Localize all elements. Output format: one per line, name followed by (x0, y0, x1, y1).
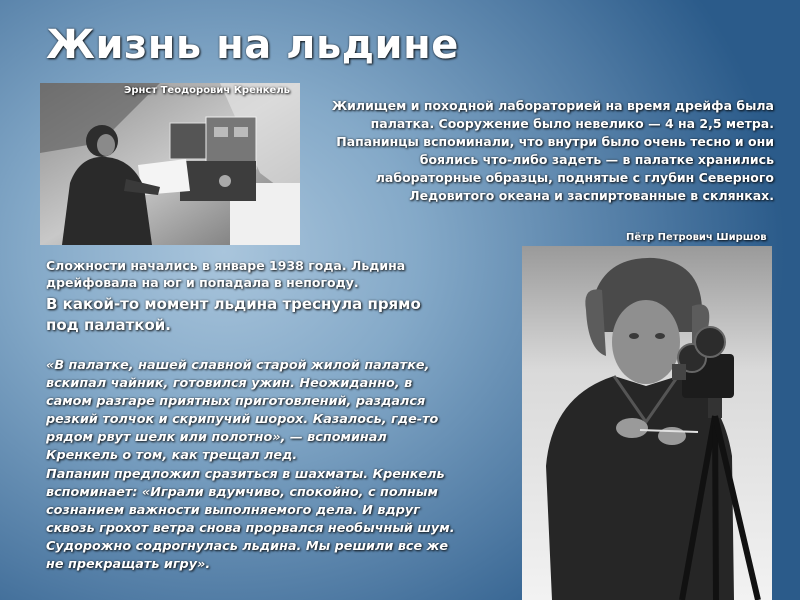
quote-line: вскипал чайник, готовился ужин. Неожиданно, в (46, 376, 413, 392)
quote-line: Судорожно содрогнулась льдина. Мы решили все же (46, 538, 449, 554)
text-line: Ледовитого океана и заспиртованные в склянках. (409, 188, 774, 203)
quote-line: вспоминает: «Играли вдумчиво, спокойно, с полным (46, 484, 438, 500)
difficulties-paragraph (46, 257, 446, 291)
krenkel-photo (40, 83, 300, 245)
text-line: Сложности начались в январе 1938 года. Льдина (46, 258, 406, 273)
slide-title: Жизнь на льдине (46, 22, 459, 68)
quote-line: сквозь грохот ветра снова прорвался необычный шум. (46, 520, 455, 536)
quote-line: резкий толчок и скрипучий шорох. Казалось, где-то (46, 412, 439, 428)
quote-line: самом разгаре приятных приготовлений, раздался (46, 394, 426, 410)
text-line: под палаткой. (46, 316, 171, 334)
quote-line: не прекращать игру». (46, 557, 211, 573)
tent-paragraph (310, 97, 774, 205)
quote-line: сознанием важности выполняемого дела. И вдруг (46, 502, 420, 518)
text-line: боялись что-либо задеть — в палатке хранились (419, 152, 774, 167)
shirshov-caption: Пётр Петрович Ширшов (626, 232, 767, 243)
shirshov-photo (522, 246, 772, 600)
text-line: Папанинцы вспоминали, что внутри было очень тесно и они (336, 134, 774, 149)
text-line: дрейфовала на юг и попадала в непогоду. (46, 275, 359, 290)
quote-line: рядом рвут шелк или полотно», — вспоминал (46, 430, 387, 446)
text-line: палатка. Сооружение было невелико — 4 на 2,5 метра. (370, 116, 774, 131)
quote-line: Папанин предложил сразиться в шахматы. Кренкель (46, 466, 445, 482)
text-line: Жилищем и походной лабораторией на время дрейфа была (331, 98, 774, 113)
quote-line: «В палатке, нашей славной старой жилой палатке, (46, 358, 430, 373)
text-line: лабораторные образцы, поднятые с глубин Северного (375, 170, 774, 185)
quote-line: Кренкель о том, как трещал лед. (46, 448, 298, 464)
text-line: В какой-то момент льдина треснула прямо (46, 295, 421, 313)
krenkel-caption: Эрнст Теодорович Кренкель (124, 85, 290, 96)
crack-paragraph (46, 294, 446, 336)
krenkel-quote (46, 357, 506, 574)
